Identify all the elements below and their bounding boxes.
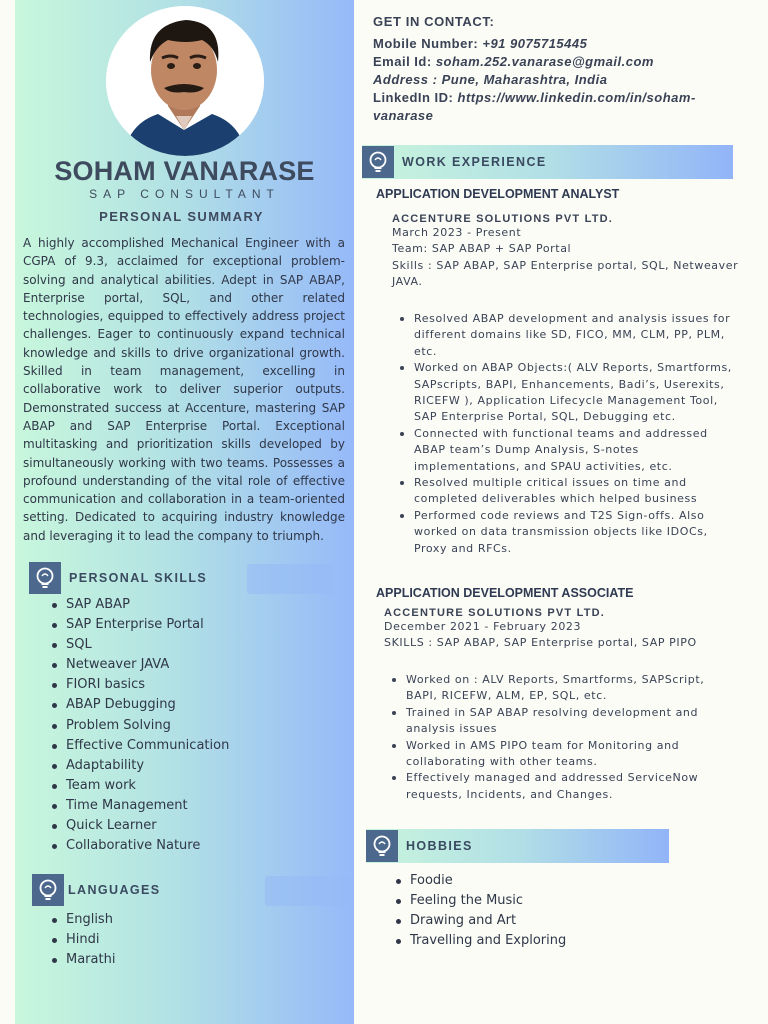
list-item: SAP ABAP: [50, 595, 229, 615]
lightbulb-icon: [29, 562, 61, 594]
left-sidebar: [15, 0, 354, 1024]
contact-email: [373, 53, 743, 71]
contact-mobile: [373, 35, 743, 53]
job-team: Team: SAP ABAP + SAP Portal: [392, 242, 572, 256]
hobbies-list: [394, 871, 566, 951]
list-item: ABAP Debugging: [50, 695, 229, 715]
list-item: Travelling and Exploring: [394, 931, 566, 951]
list-item: Drawing and Art: [394, 911, 566, 931]
company-name: ACCENTURE SOLUTIONS PVT LTD.: [392, 213, 614, 225]
list-item: Effectively managed and addressed ServiceNow requests, Incidents, and Changes.: [384, 770, 724, 803]
job-duties: [384, 672, 724, 803]
job-details: [384, 607, 739, 652]
mobile-label: Mobile Number:: [373, 36, 479, 51]
job-details: [392, 213, 742, 291]
list-item: Team work: [50, 776, 229, 796]
profile-photo: [106, 6, 264, 156]
contact-title: GET IN CONTACT:: [373, 14, 495, 29]
list-item: Resolved multiple critical issues on time and completed deliverables which helped business: [392, 475, 738, 508]
contact-address: [373, 71, 743, 89]
list-item: Marathi: [50, 950, 115, 970]
list-item: Netweaver JAVA: [50, 655, 229, 675]
job-title: APPLICATION DEVELOPMENT ASSOCIATE: [376, 586, 634, 600]
list-item: Effective Communication: [50, 736, 229, 756]
summary-heading: PERSONAL SUMMARY: [99, 209, 264, 224]
skills-list: [50, 595, 229, 856]
list-item: Worked on ABAP Objects:( ALV Reports, Smartforms, SAPscripts, BAPI, Enhancements, Badi’s, Userexits, RICEFW ), Application Lifecycle Management Tool, SAP Enterprise Portal, SQL, Debugging etc.: [392, 360, 738, 426]
list-item: Time Management: [50, 796, 229, 816]
candidate-name: SOHAM VANARASE: [54, 156, 315, 186]
list-item: Collaborative Nature: [50, 836, 229, 856]
email-link[interactable]: soham.252.vanarase@gmail.com: [435, 54, 654, 69]
hobbies-header: [366, 829, 669, 863]
list-item: Worked in AMS PIPO team for Monitoring and collaborating with other teams.: [384, 738, 724, 771]
job-skills: Skills : SAP ABAP, SAP Enterprise portal, SQL, Netweaver JAVA.: [392, 258, 739, 289]
linkedin-link[interactable]: https://www.linkedin.com/in/soham-: [457, 90, 696, 105]
address-value: Pune, Maharashtra, India: [441, 72, 608, 87]
job-duties: [392, 311, 738, 557]
languages-title: LANGUAGES: [68, 883, 161, 897]
email-label: Email Id:: [373, 54, 432, 69]
list-item: Problem Solving: [50, 716, 229, 736]
list-item: Trained in SAP ABAP resolving development and analysis issues: [384, 705, 724, 738]
header-decoration: [265, 876, 351, 906]
list-item: Hindi: [50, 930, 115, 950]
contact-linkedin-cont: [373, 107, 743, 125]
list-item: SQL: [50, 635, 229, 655]
summary-text: A highly accomplished Mechanical Engineer with a CGPA of 9.3, acclaimed for exceptional problem-solving and analytical abilities. Adept in SAP ABAP, Enterprise portal, SQL, and other related technologies, equipped to effectively address project challenges. Eager to continuously expand technical knowledge and skills to drive organizational growth. Skilled in team management, excelling in collaborative work to deliver superior outputs. Demonstrated success at Accenture, mastering SAP ABAP and SAP Enterprise Portal. Exceptional multitasking and prioritization skills developed by simultaneously working with two teams. Possesses a profound understanding of the vital role of effective communication and collaboration in a team-oriented setting. Dedicated to acquiring industry knowledge and leveraging it to lead the company to triumph.: [23, 236, 345, 543]
hobbies-title: HOBBIES: [406, 839, 473, 853]
mobile-value: +91 9075715445: [482, 36, 588, 51]
address-label: Address :: [373, 72, 438, 87]
contact-linkedin: [373, 89, 743, 107]
list-item: Quick Learner: [50, 816, 229, 836]
lightbulb-icon: [32, 874, 64, 906]
job-period: December 2021 - February 2023: [384, 620, 582, 633]
languages-list: [50, 910, 115, 970]
linkedin-label: LinkedIn ID:: [373, 90, 454, 105]
list-item: Worked on : ALV Reports, Smartforms, SAPScript, BAPI, RICEFW, ALM, EP, SQL, etc.: [384, 672, 724, 705]
list-item: Foodie: [394, 871, 566, 891]
experience-header: [362, 145, 733, 179]
job-period: March 2023 - Present: [392, 226, 522, 239]
skills-header: [29, 562, 207, 594]
languages-header: [32, 874, 160, 906]
list-item: English: [50, 910, 115, 930]
list-item: SAP Enterprise Portal: [50, 615, 229, 635]
list-item: Connected with functional teams and addressed ABAP team’s Dump Analysis, S-notes implementations, and SPAU activities, etc.: [392, 426, 738, 475]
list-item: Performed code reviews and T2S Sign-offs. Also worked on data transmission objects like IDOCs, Proxy and RFCs.: [392, 508, 738, 557]
company-name: ACCENTURE SOLUTIONS PVT LTD.: [384, 607, 606, 619]
list-item: Feeling the Music: [394, 891, 566, 911]
list-item: Adaptability: [50, 756, 229, 776]
lightbulb-icon: [366, 830, 398, 862]
skills-title: PERSONAL SKILLS: [69, 571, 208, 585]
candidate-role: SAP CONSULTANT: [89, 187, 280, 201]
list-item: FIORI basics: [50, 675, 229, 695]
contact-section: [373, 14, 743, 125]
list-item: Resolved ABAP development and analysis issues for different domains like SD, FICO, MM, CLM, PP, PLM, etc.: [392, 311, 738, 360]
experience-title: WORK EXPERIENCE: [402, 155, 547, 169]
job-skills: SKILLS : SAP ABAP, SAP Enterprise portal, SAP PIPO: [384, 636, 697, 650]
header-decoration: [247, 564, 333, 594]
job-title: APPLICATION DEVELOPMENT ANALYST: [376, 187, 620, 201]
avatar-illustration: [106, 6, 264, 156]
lightbulb-icon: [362, 146, 394, 178]
linkedin-link-cont[interactable]: vanarase: [373, 108, 434, 123]
